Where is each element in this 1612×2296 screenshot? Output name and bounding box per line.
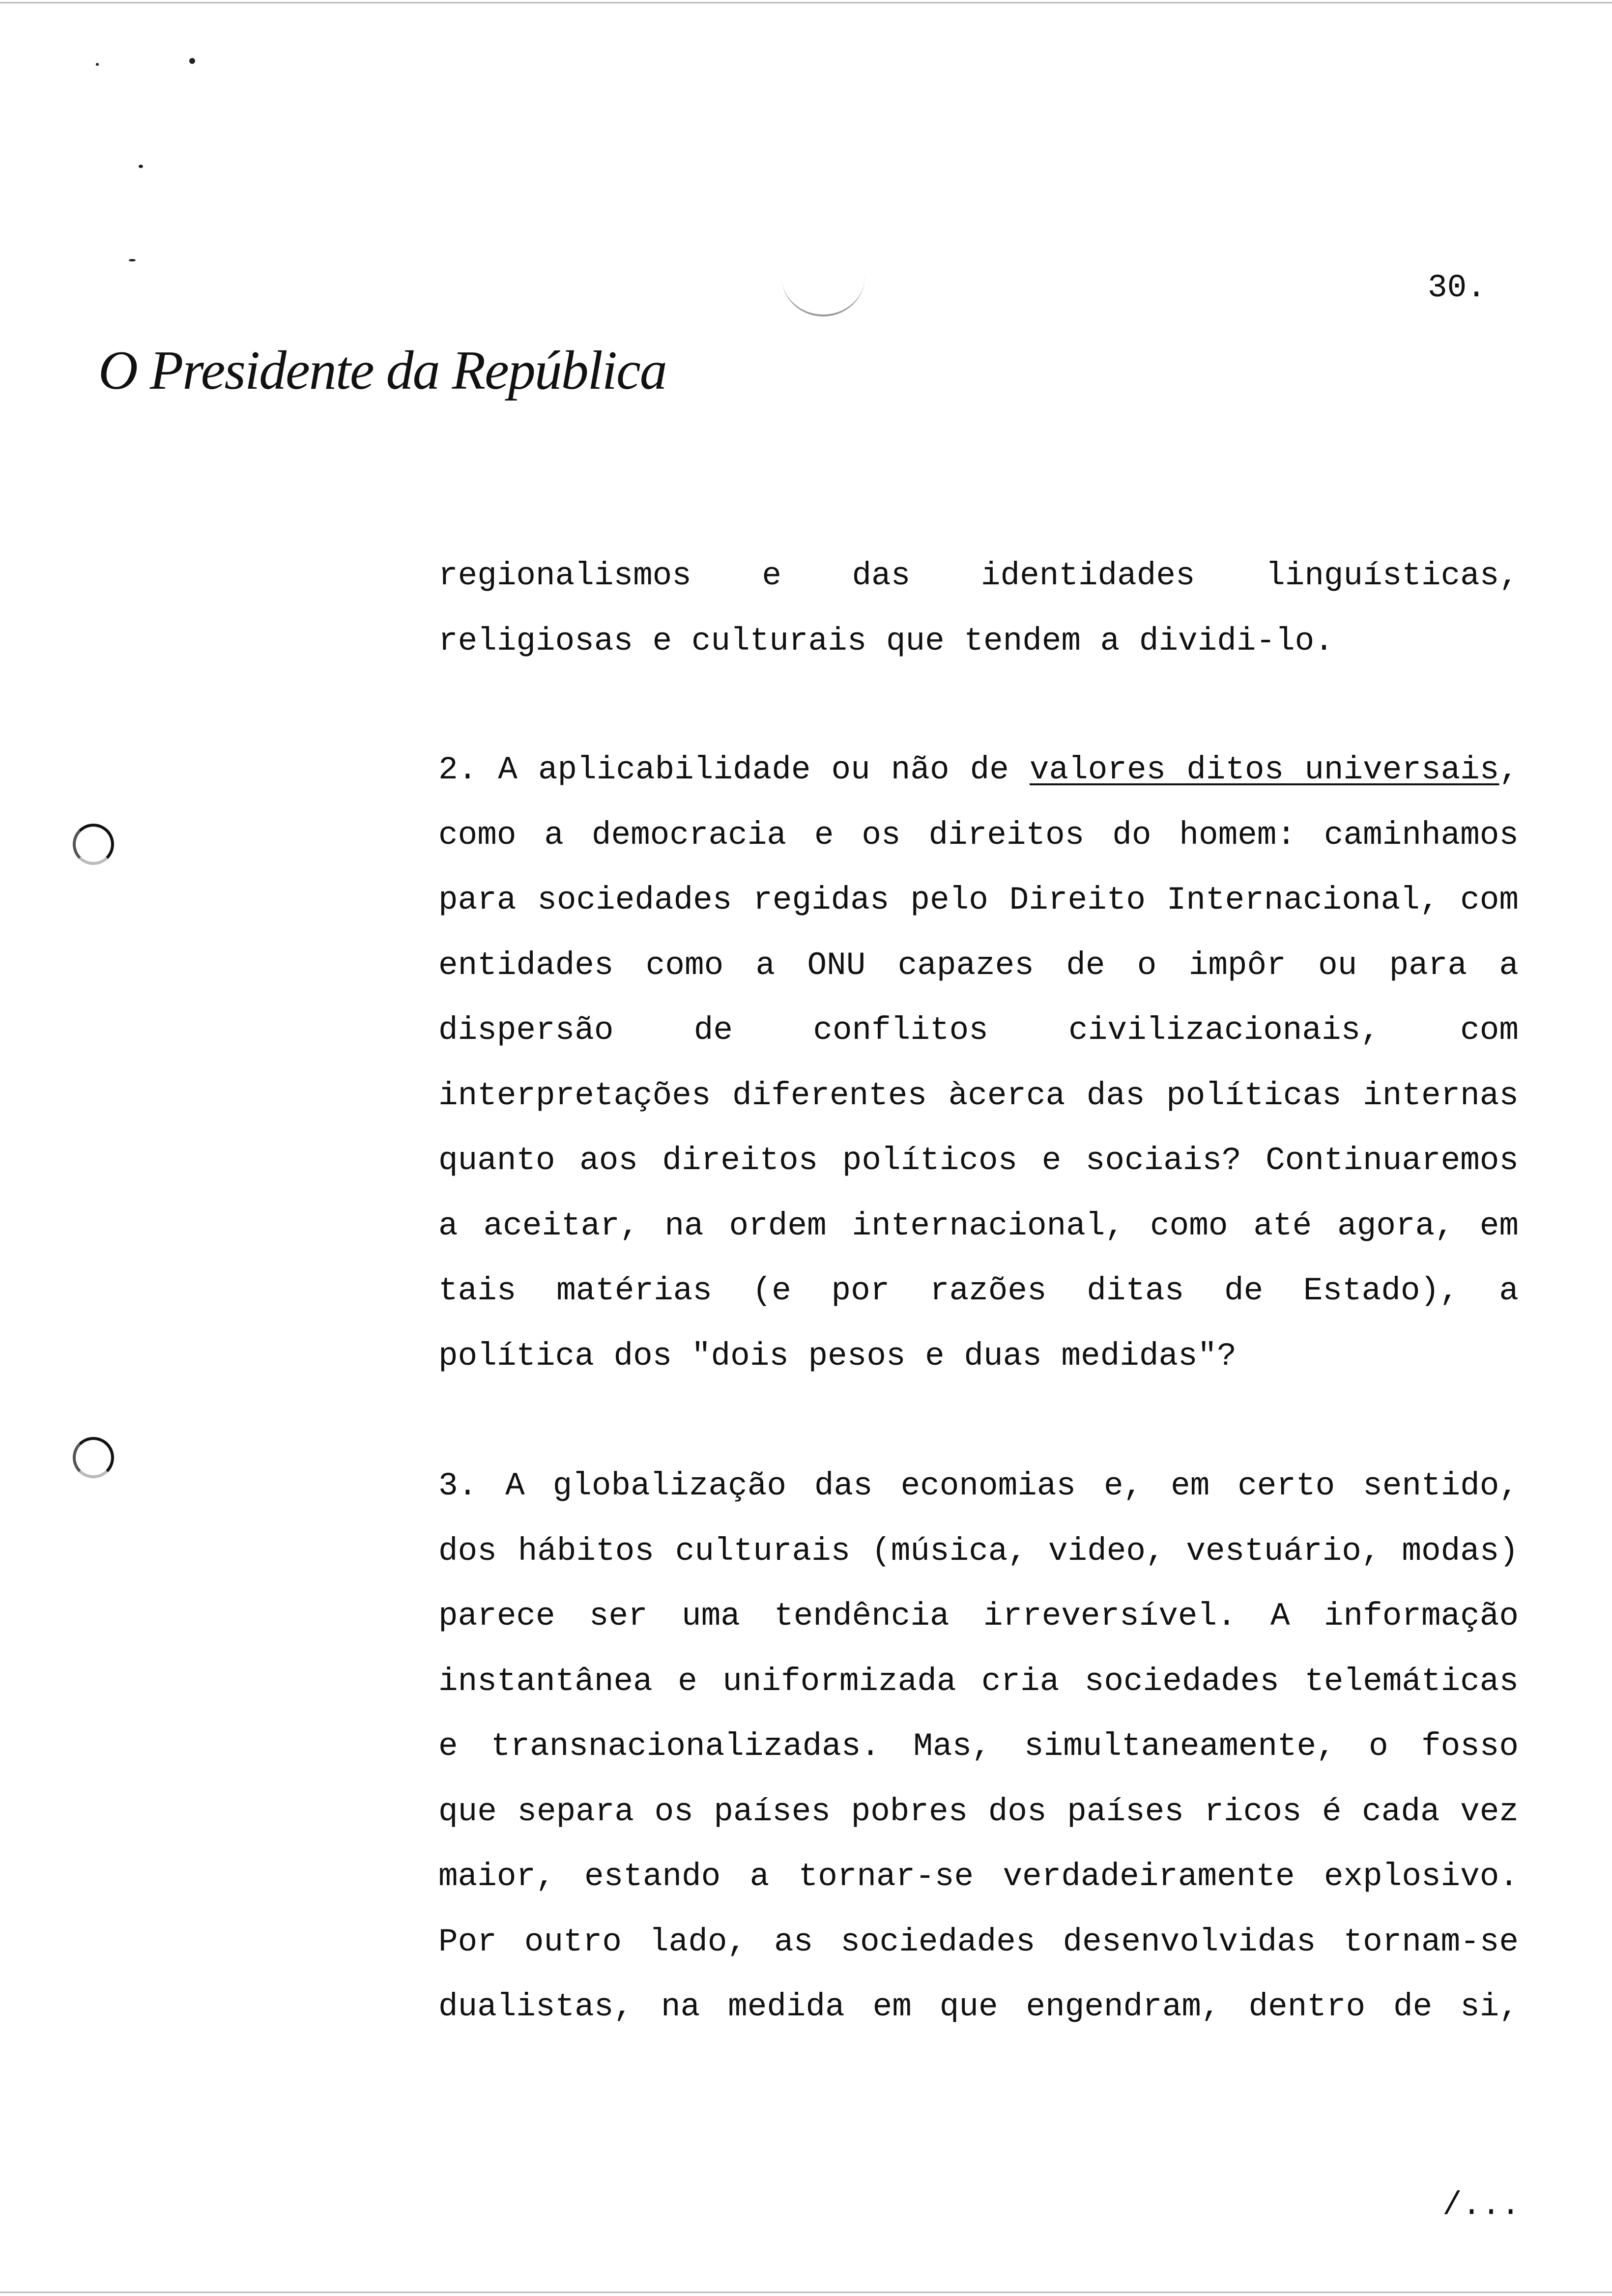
text-segment: 2. A aplicabilidade ou não de bbox=[438, 751, 1030, 788]
text-line: como a democracia e os direitos do homem: caminhamos bbox=[438, 816, 1519, 854]
paragraph-1 bbox=[438, 544, 1519, 674]
text-line: maior, estando a tornar-se verdadeiramente explosivo. bbox=[438, 1858, 1519, 1895]
text-line: a aceitar, na ordem internacional, como até agora, em bbox=[438, 1207, 1519, 1244]
text-line: tais matérias (e por razões ditas de Estado), a bbox=[438, 1272, 1519, 1309]
punch-hole bbox=[73, 824, 114, 865]
faint-seal-mark bbox=[781, 236, 865, 316]
letterhead: O Presidente da República bbox=[98, 340, 666, 401]
text-line: dos hábitos culturais (música, video, vestuário, modas) bbox=[438, 1532, 1519, 1570]
scan-speck bbox=[129, 259, 136, 261]
text-line: dualistas, na medida em que engendram, dentro de si, bbox=[438, 1988, 1519, 2025]
scan-bottom-edge bbox=[0, 2292, 1612, 2293]
text-segment: , bbox=[1499, 751, 1519, 788]
text-line: para sociedades regidas pelo Direito Internacional, com bbox=[438, 882, 1519, 918]
text-line: parece ser uma tendência irreversível. A informação bbox=[438, 1598, 1519, 1635]
text-line: interpretações diferentes àcerca das políticas internas bbox=[438, 1077, 1519, 1114]
text-line: dispersão de conflitos civilizacionais, com bbox=[438, 1012, 1519, 1049]
text-line bbox=[438, 738, 1519, 803]
text-line: Por outro lado, as sociedades desenvolvidas tornam-se bbox=[438, 1923, 1519, 1960]
continuation-mark: /... bbox=[1442, 2187, 1521, 2224]
scan-speck bbox=[96, 63, 99, 66]
scan-top-edge bbox=[0, 2, 1612, 3]
page-number: 30. bbox=[1428, 269, 1486, 306]
scan-speck bbox=[189, 58, 195, 64]
text-line: quanto aos direitos políticos e sociais? Continuaremos bbox=[438, 1142, 1519, 1179]
underlined-phrase: valores ditos universais bbox=[1029, 751, 1499, 788]
paragraph-3 bbox=[438, 1454, 1519, 2040]
punch-hole bbox=[73, 1437, 114, 1478]
text-line: religiosas e culturais que tendem a dividi-lo. bbox=[438, 622, 1334, 660]
text-line: instantânea e uniformizada cria sociedades telemáticas bbox=[438, 1663, 1519, 1700]
scan-speck bbox=[139, 165, 143, 168]
text-line: e transnacionalizadas. Mas, simultaneamente, o fosso bbox=[438, 1728, 1519, 1765]
paragraph-2 bbox=[438, 738, 1519, 1389]
text-line: entidades como a ONU capazes de o impôr ou para a bbox=[438, 947, 1519, 984]
text-line: que separa os países pobres dos países ricos é cada vez bbox=[438, 1793, 1519, 1830]
text-line: regionalismos e das identidades linguísticas, bbox=[438, 557, 1519, 594]
text-line: 3. A globalização das economias e, em certo sentido, bbox=[438, 1467, 1519, 1504]
text-line: política dos "dois pesos e duas medidas"? bbox=[438, 1337, 1237, 1375]
